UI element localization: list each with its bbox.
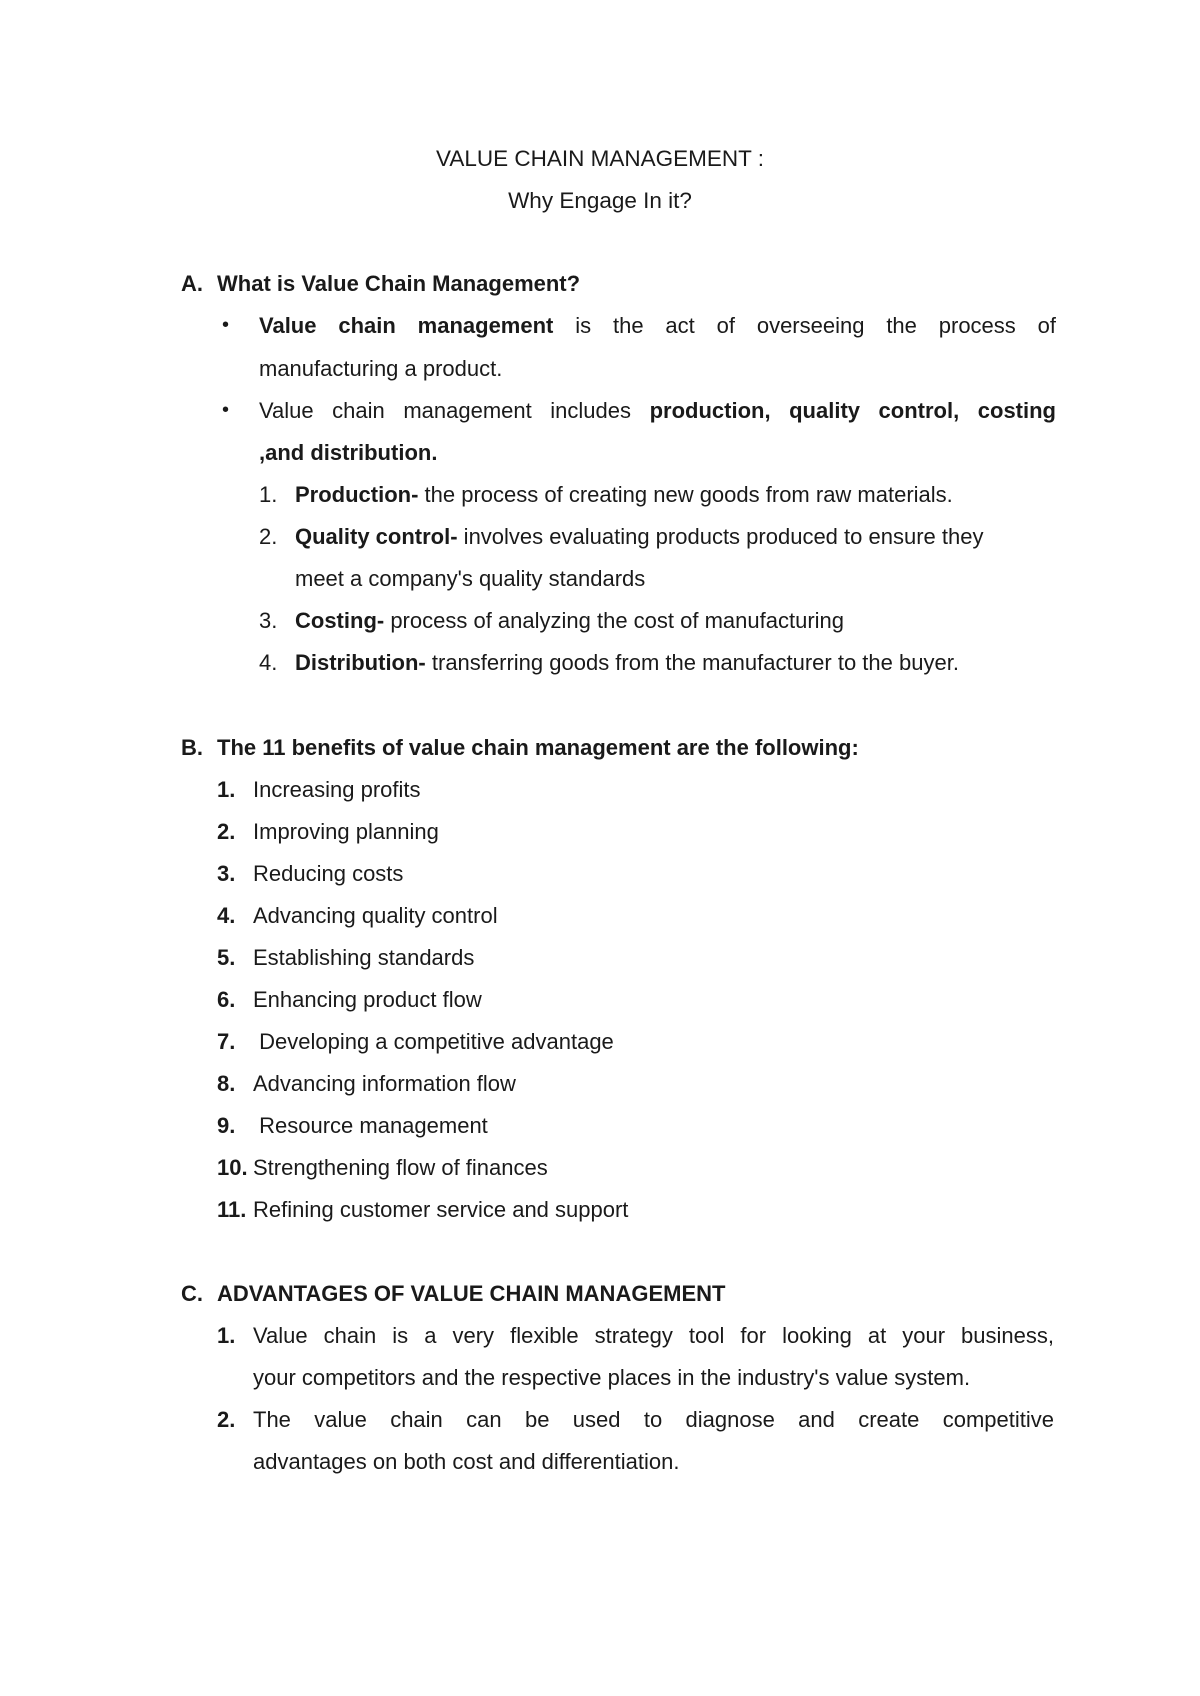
- section-c-heading: ADVANTAGES OF VALUE CHAIN MANAGEMENT: [217, 1281, 726, 1306]
- list-item: Distribution- transferring goods from the manufacturer to the buyer.: [295, 650, 959, 675]
- list-item-number: 5.: [217, 945, 236, 970]
- list-item-line1: The value chain can be used to diagnose and create competitive: [253, 1407, 1054, 1432]
- list-item: Advancing information flow: [253, 1071, 516, 1096]
- list-item-number: 8.: [217, 1071, 236, 1096]
- section-a-bullet2-line2: ,and distribution.: [259, 440, 438, 465]
- section-a-bullet2-line1: Value chain management includes production, quality control, costing: [259, 398, 1056, 423]
- list-item-number: 3.: [259, 608, 278, 633]
- list-item-line2: advantages on both cost and differentiation.: [253, 1449, 680, 1474]
- list-item: Enhancing product flow: [253, 987, 482, 1012]
- bullet-icon: •: [222, 399, 230, 421]
- section-a-marker: A.: [181, 271, 203, 296]
- bullet-icon: •: [222, 314, 230, 336]
- list-item: Costing- process of analyzing the cost of manufacturing: [295, 608, 845, 633]
- list-item: Increasing profits: [253, 777, 421, 802]
- list-item-number: 1.: [217, 1323, 236, 1348]
- list-item-number: 3.: [217, 861, 236, 886]
- list-item-number: 6.: [217, 987, 236, 1012]
- list-item-number: 2.: [259, 524, 278, 549]
- list-item: Developing a competitive advantage: [253, 1029, 614, 1054]
- list-item-number: 2.: [217, 1407, 236, 1432]
- section-b-marker: B.: [181, 735, 203, 760]
- document-title: VALUE CHAIN MANAGEMENT :: [436, 146, 764, 171]
- list-item-continuation: meet a company's quality standards: [295, 566, 646, 591]
- list-item-number: 7.: [217, 1029, 236, 1054]
- list-item: Production- the process of creating new goods from raw materials.: [295, 482, 953, 507]
- list-item: Advancing quality control: [253, 903, 498, 928]
- list-item: Resource management: [253, 1113, 488, 1138]
- list-item: Strengthening flow of finances: [253, 1155, 548, 1180]
- list-item-number: 4.: [217, 903, 236, 928]
- list-item: Refining customer service and support: [253, 1197, 629, 1222]
- list-item-number: 1.: [259, 482, 278, 507]
- list-item: Improving planning: [253, 819, 439, 844]
- list-item-line1: Value chain is a very flexible strategy tool for looking at your business,: [253, 1323, 1054, 1348]
- section-c-marker: C.: [181, 1281, 203, 1306]
- document-subtitle: Why Engage In it?: [508, 188, 692, 213]
- list-item-number: 11.: [217, 1197, 247, 1222]
- section-a-heading: What is Value Chain Management?: [217, 271, 581, 296]
- section-a-bullet1-line1: Value chain management is the act of overseeing the process of: [259, 313, 1056, 338]
- list-item-line2: your competitors and the respective places in the industry's value system.: [253, 1365, 971, 1390]
- list-item: Quality control- involves evaluating products produced to ensure they: [295, 524, 984, 549]
- list-item-number: 10.: [217, 1155, 248, 1180]
- section-a-bullet1-line2: manufacturing a product.: [259, 356, 503, 381]
- list-item-number: 9.: [217, 1113, 236, 1138]
- list-item: Establishing standards: [253, 945, 475, 970]
- list-item-number: 1.: [217, 777, 236, 802]
- section-b-heading: The 11 benefits of value chain management are the following:: [217, 735, 859, 760]
- list-item-number: 4.: [259, 650, 278, 675]
- list-item: Reducing costs: [253, 861, 404, 886]
- list-item-number: 2.: [217, 819, 236, 844]
